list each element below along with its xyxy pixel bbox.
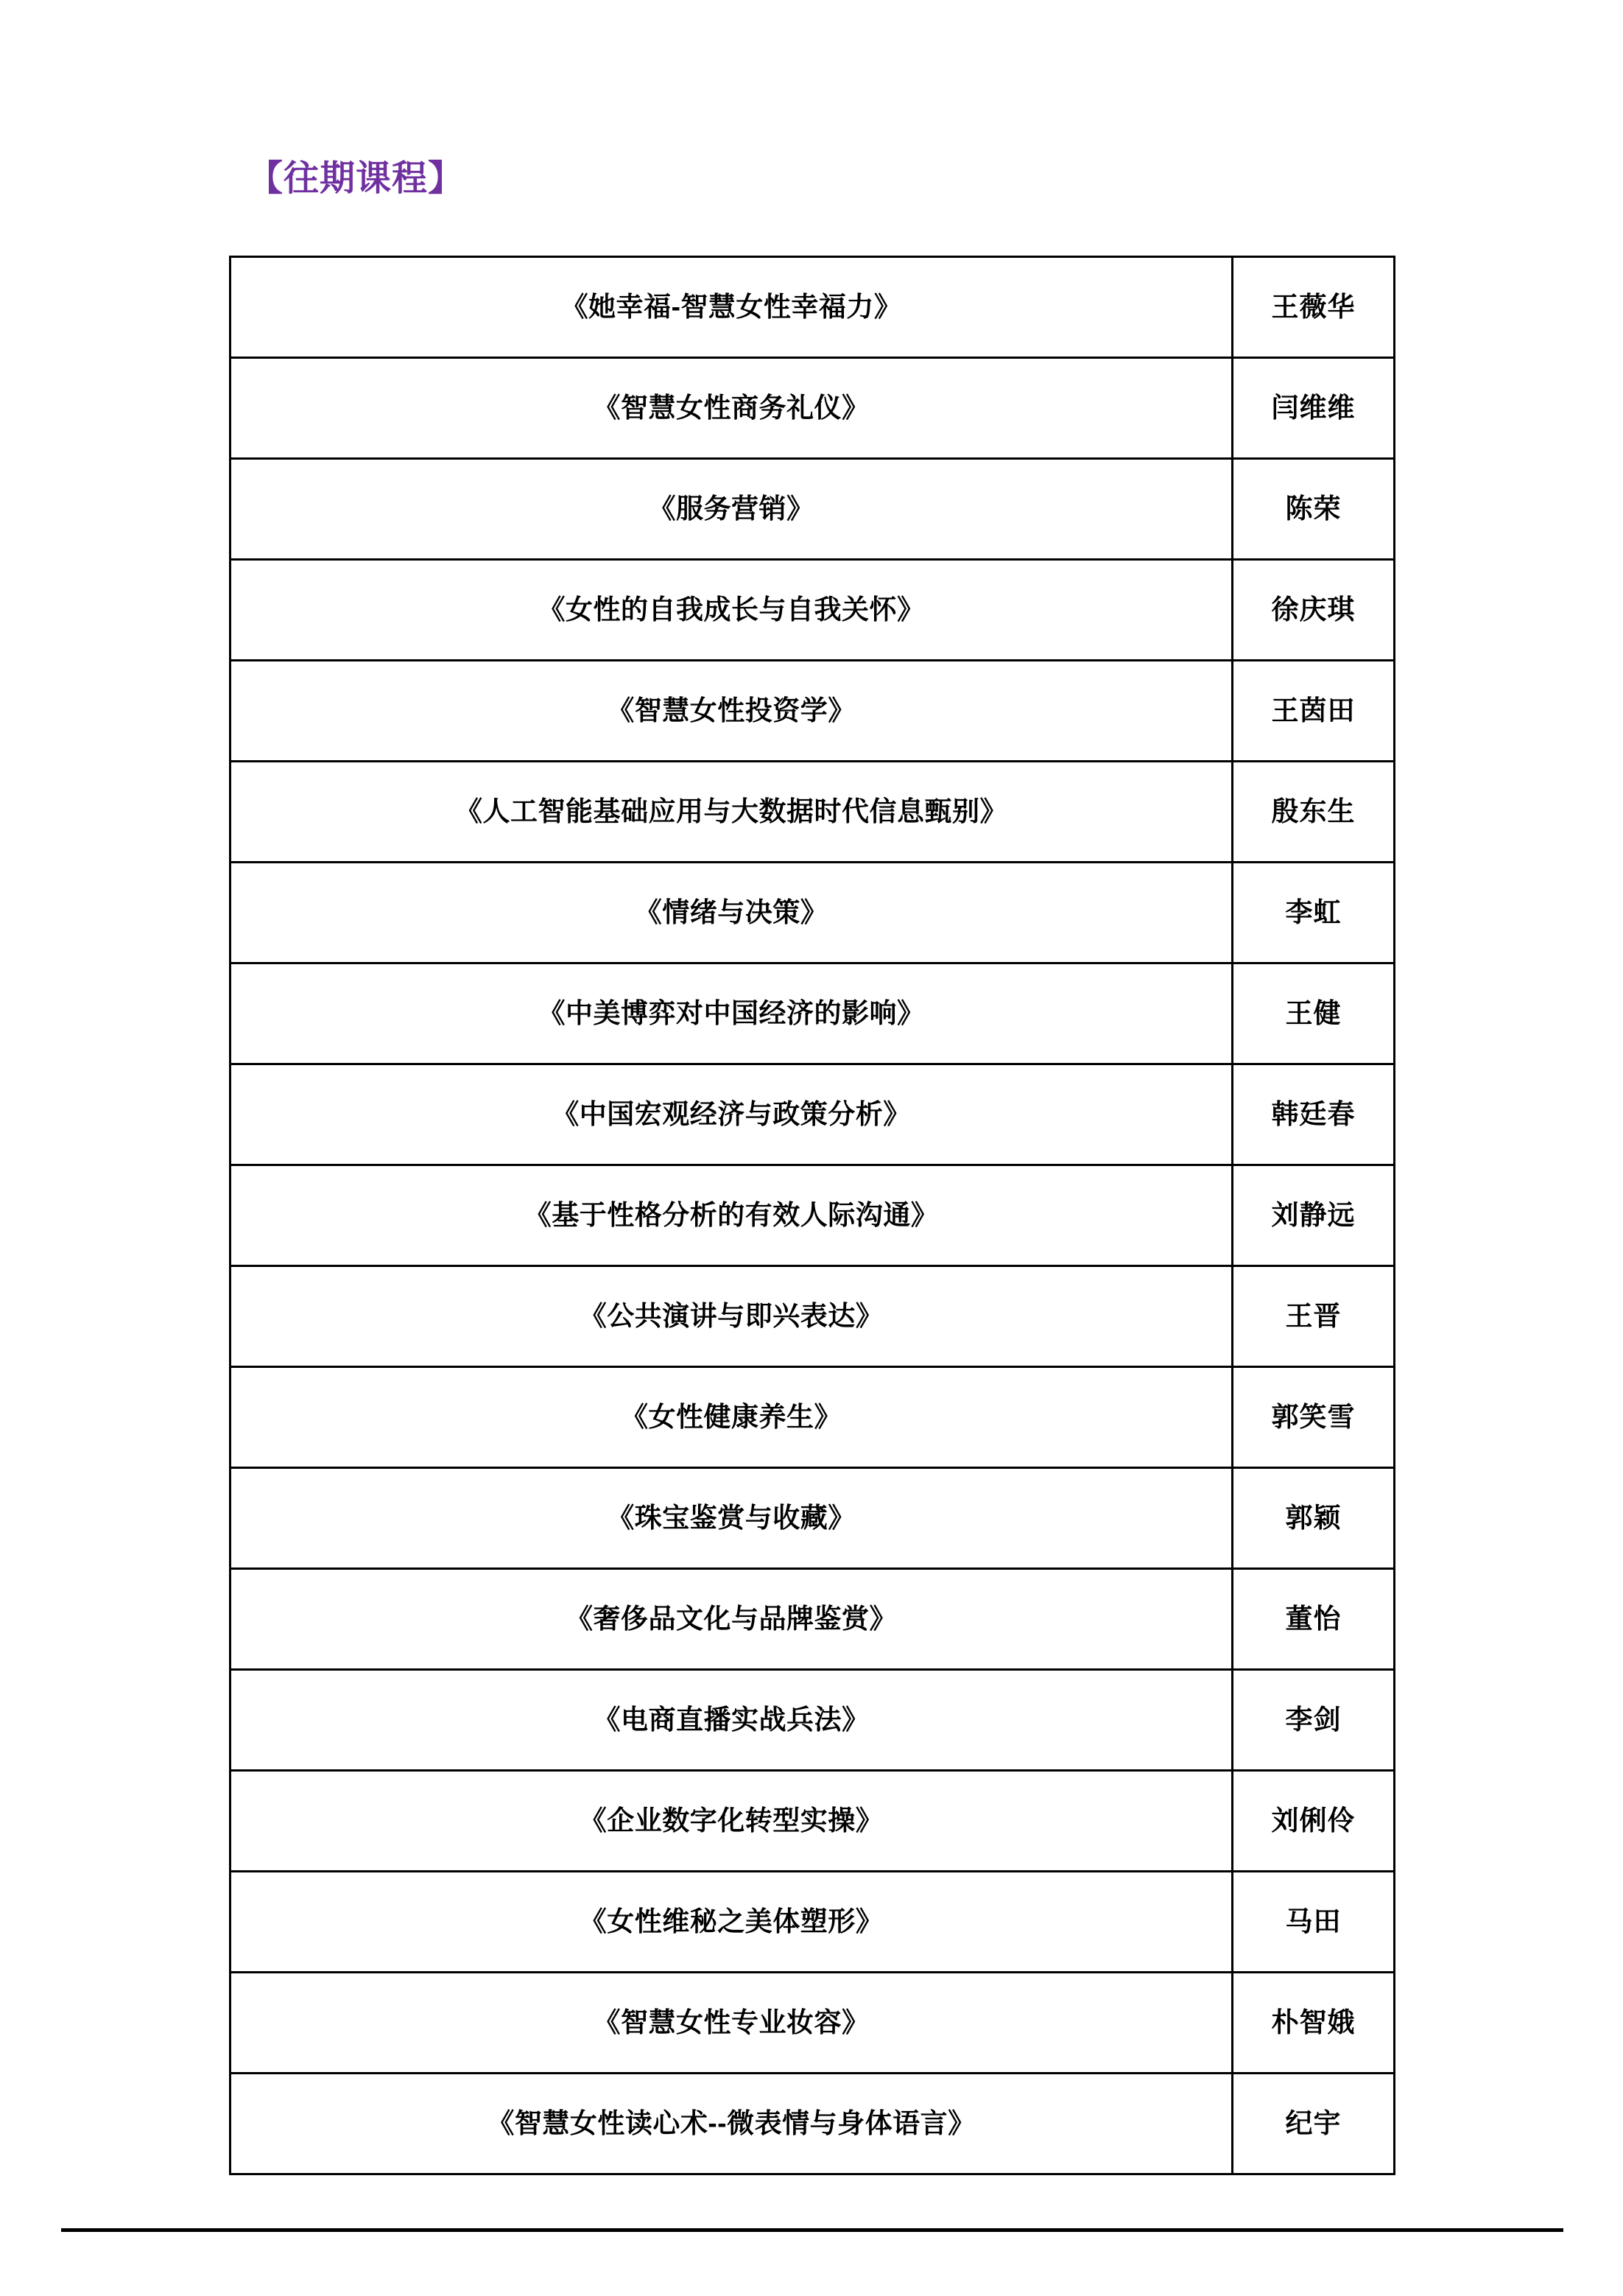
table-row <box>230 2074 1395 2174</box>
course-name-cell: 《智慧女性投资学》 <box>230 661 1233 762</box>
table-row <box>230 1064 1395 1165</box>
teacher-name-cell: 徐庆琪 <box>1233 560 1395 661</box>
table-row <box>230 1872 1395 1973</box>
teacher-name-cell: 纪宇 <box>1233 2074 1395 2174</box>
teacher-name-cell: 董怡 <box>1233 1569 1395 1670</box>
teacher-name-cell: 马田 <box>1233 1872 1395 1973</box>
table-row <box>230 1973 1395 2074</box>
course-name-cell: 《智慧女性读心术--微表情与身体语言》 <box>230 2074 1233 2174</box>
table-row <box>230 762 1395 863</box>
course-name-cell: 《企业数字化转型实操》 <box>230 1771 1233 1872</box>
course-name-cell: 《基于性格分析的有效人际沟通》 <box>230 1165 1233 1266</box>
course-name-cell: 《女性健康养生》 <box>230 1367 1233 1468</box>
teacher-name-cell: 王晋 <box>1233 1266 1395 1367</box>
table-row <box>230 1569 1395 1670</box>
teacher-name-cell: 王薇华 <box>1233 257 1395 358</box>
table-row <box>230 358 1395 459</box>
course-name-cell: 《情绪与决策》 <box>230 863 1233 963</box>
past-courses-table <box>229 256 1395 2175</box>
table-row <box>230 257 1395 358</box>
course-name-cell: 《中国宏观经济与政策分析》 <box>230 1064 1233 1165</box>
table-row <box>230 459 1395 560</box>
page-title: 【往期课程】 <box>247 159 465 198</box>
course-name-cell: 《智慧女性商务礼仪》 <box>230 358 1233 459</box>
past-courses-table-container <box>229 256 1393 2175</box>
footer-separator <box>61 2228 1563 2232</box>
table-row <box>230 963 1395 1064</box>
course-name-cell: 《电商直播实战兵法》 <box>230 1670 1233 1771</box>
table-row <box>230 1367 1395 1468</box>
table-row <box>230 1165 1395 1266</box>
course-name-cell: 《人工智能基础应用与大数据时代信息甄别》 <box>230 762 1233 863</box>
teacher-name-cell: 刘静远 <box>1233 1165 1395 1266</box>
teacher-name-cell: 朴智娥 <box>1233 1973 1395 2074</box>
teacher-name-cell: 殷东生 <box>1233 762 1395 863</box>
teacher-name-cell: 李剑 <box>1233 1670 1395 1771</box>
table-body <box>230 257 1395 2174</box>
teacher-name-cell: 闫维维 <box>1233 358 1395 459</box>
table-row <box>230 1266 1395 1367</box>
course-name-cell: 《中美博弈对中国经济的影响》 <box>230 963 1233 1064</box>
table-row <box>230 863 1395 963</box>
teacher-name-cell: 韩廷春 <box>1233 1064 1395 1165</box>
table-row <box>230 1771 1395 1872</box>
teacher-name-cell: 王茵田 <box>1233 661 1395 762</box>
teacher-name-cell: 李虹 <box>1233 863 1395 963</box>
course-name-cell: 《女性的自我成长与自我关怀》 <box>230 560 1233 661</box>
course-name-cell: 《女性维秘之美体塑形》 <box>230 1872 1233 1973</box>
teacher-name-cell: 刘俐伶 <box>1233 1771 1395 1872</box>
table-row <box>230 661 1395 762</box>
course-name-cell: 《智慧女性专业妆容》 <box>230 1973 1233 2074</box>
course-name-cell: 《奢侈品文化与品牌鉴赏》 <box>230 1569 1233 1670</box>
table-row <box>230 1468 1395 1569</box>
teacher-name-cell: 郭笑雪 <box>1233 1367 1395 1468</box>
teacher-name-cell: 王健 <box>1233 963 1395 1064</box>
course-name-cell: 《她幸福-智慧女性幸福力》 <box>230 257 1233 358</box>
table-row <box>230 1670 1395 1771</box>
teacher-name-cell: 郭颖 <box>1233 1468 1395 1569</box>
course-name-cell: 《服务营销》 <box>230 459 1233 560</box>
course-name-cell: 《公共演讲与即兴表达》 <box>230 1266 1233 1367</box>
teacher-name-cell: 陈荣 <box>1233 459 1395 560</box>
course-name-cell: 《珠宝鉴赏与收藏》 <box>230 1468 1233 1569</box>
table-row <box>230 560 1395 661</box>
